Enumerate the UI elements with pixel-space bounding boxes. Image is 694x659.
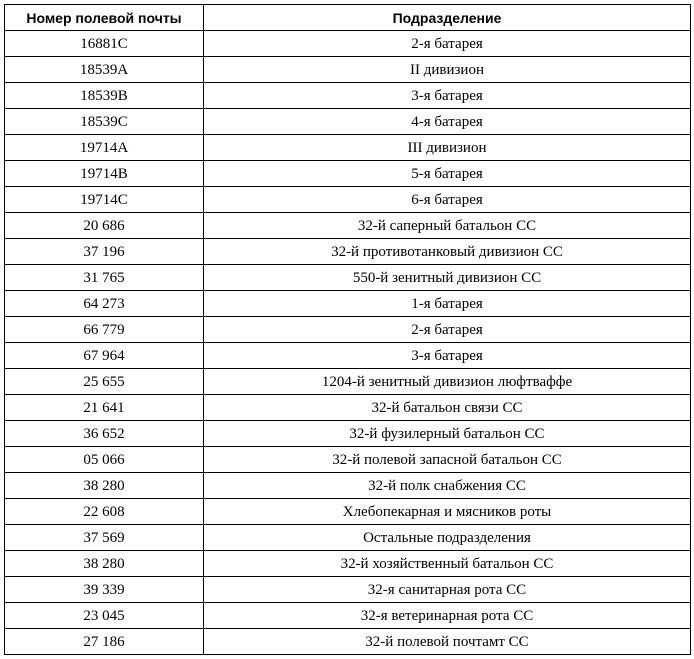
table-row (5, 421, 691, 447)
field-post-number-cell: 25 655 (5, 369, 204, 395)
table-row (5, 447, 691, 473)
table-row (5, 161, 691, 187)
unit-name-cell: 32-й полевой почтамт СС (204, 629, 691, 655)
unit-name-cell: 32-й полевой запасной батальон СС (204, 447, 691, 473)
field-post-number-cell: 67 964 (5, 343, 204, 369)
field-post-number-cell: 16881C (5, 31, 204, 57)
unit-name-cell: 32-й полк снабжения СС (204, 473, 691, 499)
unit-name-cell: 32-й фузилерный батальон СС (204, 421, 691, 447)
unit-name-cell: 3-я батарея (204, 343, 691, 369)
field-post-number-cell: 20 686 (5, 213, 204, 239)
field-post-number-cell: 19714B (5, 161, 204, 187)
table-row (5, 239, 691, 265)
field-post-number-cell: 19714C (5, 187, 204, 213)
table-row (5, 551, 691, 577)
unit-name-cell: 5-я батарея (204, 161, 691, 187)
field-post-number-cell: 19714A (5, 135, 204, 161)
unit-name-cell: 3-я батарея (204, 83, 691, 109)
table-row (5, 265, 691, 291)
header-unit: Подразделение (204, 5, 691, 31)
unit-name-cell: III дивизион (204, 135, 691, 161)
table-row (5, 629, 691, 655)
unit-name-cell: 32-й саперный батальон СС (204, 213, 691, 239)
table-row (5, 343, 691, 369)
unit-name-cell: 2-я батарея (204, 317, 691, 343)
unit-name-cell: II дивизион (204, 57, 691, 83)
table-row (5, 57, 691, 83)
table-body (5, 31, 691, 655)
document-page (4, 4, 691, 655)
table-row (5, 31, 691, 57)
field-post-number-cell: 66 779 (5, 317, 204, 343)
unit-name-cell: 32-й хозяйственный батальон СС (204, 551, 691, 577)
header-field-post-number: Номер полевой почты (5, 5, 204, 31)
field-post-number-cell: 38 280 (5, 473, 204, 499)
table-row (5, 395, 691, 421)
unit-name-cell: 1-я батарея (204, 291, 691, 317)
table-row (5, 499, 691, 525)
field-post-number-cell: 23 045 (5, 603, 204, 629)
field-post-number-cell: 38 280 (5, 551, 204, 577)
field-post-number-cell: 18539A (5, 57, 204, 83)
field-post-number-cell: 21 641 (5, 395, 204, 421)
field-post-number-cell: 18539B (5, 83, 204, 109)
table-row (5, 83, 691, 109)
table-header (5, 5, 691, 31)
table-row (5, 577, 691, 603)
table-row (5, 603, 691, 629)
header-row (5, 5, 691, 31)
table-row (5, 291, 691, 317)
field-post-number-cell: 27 186 (5, 629, 204, 655)
table-row (5, 213, 691, 239)
field-post-number-cell: 05 066 (5, 447, 204, 473)
unit-name-cell: 32-й противотанковый дивизион СС (204, 239, 691, 265)
unit-name-cell: 4-я батарея (204, 109, 691, 135)
table-row (5, 317, 691, 343)
unit-name-cell: 2-я батарея (204, 31, 691, 57)
field-post-number-cell: 31 765 (5, 265, 204, 291)
field-post-number-cell: 39 339 (5, 577, 204, 603)
table-row (5, 369, 691, 395)
table-row (5, 187, 691, 213)
unit-name-cell: 32-й батальон связи СС (204, 395, 691, 421)
table-row (5, 525, 691, 551)
field-post-table (4, 4, 691, 655)
field-post-number-cell: 37 196 (5, 239, 204, 265)
field-post-number-cell: 18539C (5, 109, 204, 135)
unit-name-cell: Остальные подразделения (204, 525, 691, 551)
unit-name-cell: Хлебопекарная и мясников роты (204, 499, 691, 525)
table-row (5, 473, 691, 499)
unit-name-cell: 32-я ветеринарная рота СС (204, 603, 691, 629)
unit-name-cell: 6-я батарея (204, 187, 691, 213)
field-post-number-cell: 64 273 (5, 291, 204, 317)
table-row (5, 135, 691, 161)
field-post-number-cell: 37 569 (5, 525, 204, 551)
unit-name-cell: 1204-й зенитный дивизион люфтваффе (204, 369, 691, 395)
table-row (5, 109, 691, 135)
unit-name-cell: 550-й зенитный дивизион СС (204, 265, 691, 291)
field-post-number-cell: 36 652 (5, 421, 204, 447)
field-post-number-cell: 22 608 (5, 499, 204, 525)
unit-name-cell: 32-я санитарная рота СС (204, 577, 691, 603)
